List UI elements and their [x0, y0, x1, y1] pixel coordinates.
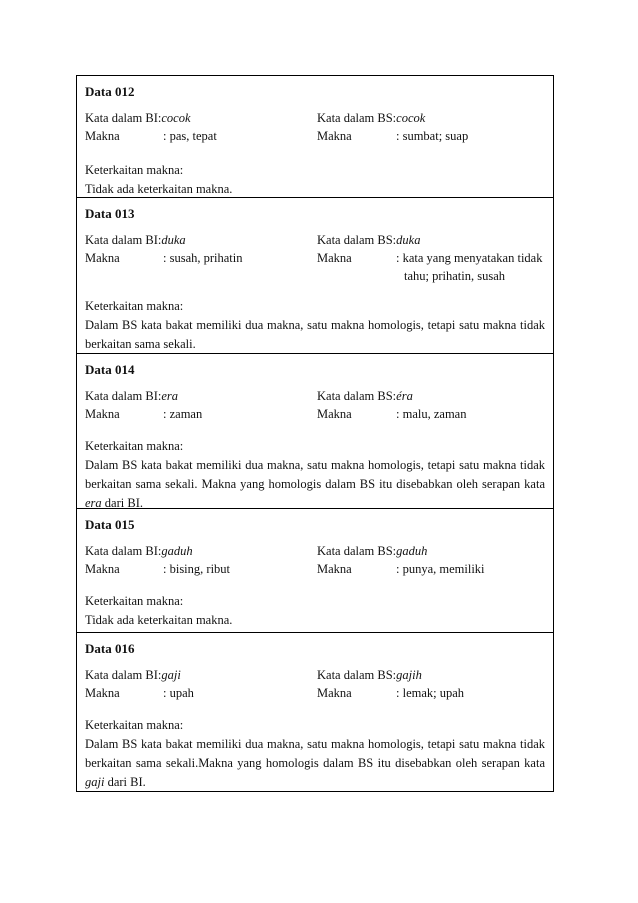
bs-meaning: : punya, memiliki: [396, 562, 485, 576]
bi-word: era: [161, 389, 179, 403]
meaning-line: [85, 560, 545, 578]
bi-word-label: Kata dalam BI:cocok: [85, 111, 191, 125]
bi-meaning: : pas, tepat: [163, 129, 217, 143]
row-title: Data 016: [85, 641, 135, 656]
row-description: Tidak ada keterkaitan makna.: [85, 182, 233, 196]
bi-word-label: Kata dalam BI:gaji: [85, 668, 181, 682]
bi-meaning: : bising, ribut: [163, 562, 231, 576]
meaning-line: [85, 249, 545, 267]
row-description: Tidak ada keterkaitan makna.: [85, 613, 233, 627]
word-line: [85, 542, 545, 560]
bi-word-label: Kata dalam BI:gaduh: [85, 544, 193, 558]
bi-word: gaduh: [161, 544, 193, 558]
bi-word: duka: [161, 233, 186, 247]
row-title: Data 013: [85, 206, 135, 221]
row-description: Dalam BS kata bakat memiliki dua makna, satu makna homologis, tetapi satu makna tidak berkaitan sama sekali.Makna yang homologis dalam BS itu disebabkan oleh serapan kata gaji dari BI.: [85, 737, 545, 789]
data-row: [77, 509, 553, 633]
makna-label: Makna: [317, 686, 352, 700]
makna-label: Makna: [85, 562, 120, 576]
bi-word-label: Kata dalam BI:era: [85, 389, 179, 403]
data-row: [77, 76, 553, 198]
word-line: [85, 109, 545, 127]
bi-word: cocok: [161, 111, 191, 125]
makna-label: Makna: [317, 562, 352, 576]
bi-meaning: : zaman: [163, 407, 203, 421]
meaning-line: [85, 127, 545, 145]
italic-term: era: [85, 496, 102, 510]
bs-meaning: : sumbat; suap: [396, 129, 469, 143]
data-row: [77, 198, 553, 354]
makna-label: Makna: [317, 251, 352, 265]
row-description: Dalam BS kata bakat memiliki dua makna, satu makna homologis, tetapi satu makna tidak berkaitan sama sekali. Makna yang homologis dalam BS itu disebabkan oleh serapan kata era dari BI.: [85, 458, 545, 510]
data-row: [77, 354, 553, 509]
makna-label: Makna: [85, 251, 120, 265]
keterkaitan-label: Keterkaitan makna:: [85, 163, 184, 177]
meaning-line: [85, 684, 545, 702]
meaning-line-cont: [85, 267, 545, 285]
makna-label: Makna: [85, 686, 120, 700]
bs-word: éra: [396, 389, 413, 403]
bi-meaning: : susah, prihatin: [163, 251, 243, 265]
bs-word-label: Kata dalam BS:éra: [317, 389, 413, 403]
bs-word-label: Kata dalam BS:cocok: [317, 111, 426, 125]
bs-word: gaduh: [396, 544, 428, 558]
word-line: [85, 231, 545, 249]
keterkaitan-label: Keterkaitan makna:: [85, 439, 184, 453]
row-title: Data 015: [85, 517, 135, 532]
bs-meaning: : kata yang menyatakan tidak: [396, 251, 543, 265]
data-row: [77, 633, 553, 791]
bi-word: gaji: [161, 668, 181, 682]
bi-meaning: : upah: [163, 686, 194, 700]
word-line: [85, 387, 545, 405]
meaning-line: [85, 405, 545, 423]
italic-term: gaji: [85, 775, 105, 789]
bs-word-label: Kata dalam BS:duka: [317, 233, 421, 247]
bs-meaning: : lemak; upah: [396, 686, 465, 700]
makna-label: Makna: [85, 407, 120, 421]
keterkaitan-label: Keterkaitan makna:: [85, 299, 184, 313]
bs-meaning-cont: tahu; prihatin, susah: [404, 269, 506, 283]
bs-meaning: : malu, zaman: [396, 407, 467, 421]
keterkaitan-label: Keterkaitan makna:: [85, 594, 184, 608]
makna-label: Makna: [317, 129, 352, 143]
word-line: [85, 666, 545, 684]
bi-word-label: Kata dalam BI:duka: [85, 233, 186, 247]
bs-word: duka: [396, 233, 421, 247]
row-description: Dalam BS kata bakat memiliki dua makna, satu makna homologis, tetapi satu makna tidak berkaitan sama sekali.: [85, 318, 545, 351]
keterkaitan-label: Keterkaitan makna:: [85, 718, 184, 732]
bs-word: cocok: [396, 111, 426, 125]
bs-word: gajih: [396, 668, 422, 682]
makna-label: Makna: [85, 129, 120, 143]
makna-label: Makna: [317, 407, 352, 421]
row-title: Data 012: [85, 84, 135, 99]
data-table: [76, 75, 554, 792]
bs-word-label: Kata dalam BS:gajih: [317, 668, 422, 682]
bs-word-label: Kata dalam BS:gaduh: [317, 544, 428, 558]
row-title: Data 014: [85, 362, 135, 377]
